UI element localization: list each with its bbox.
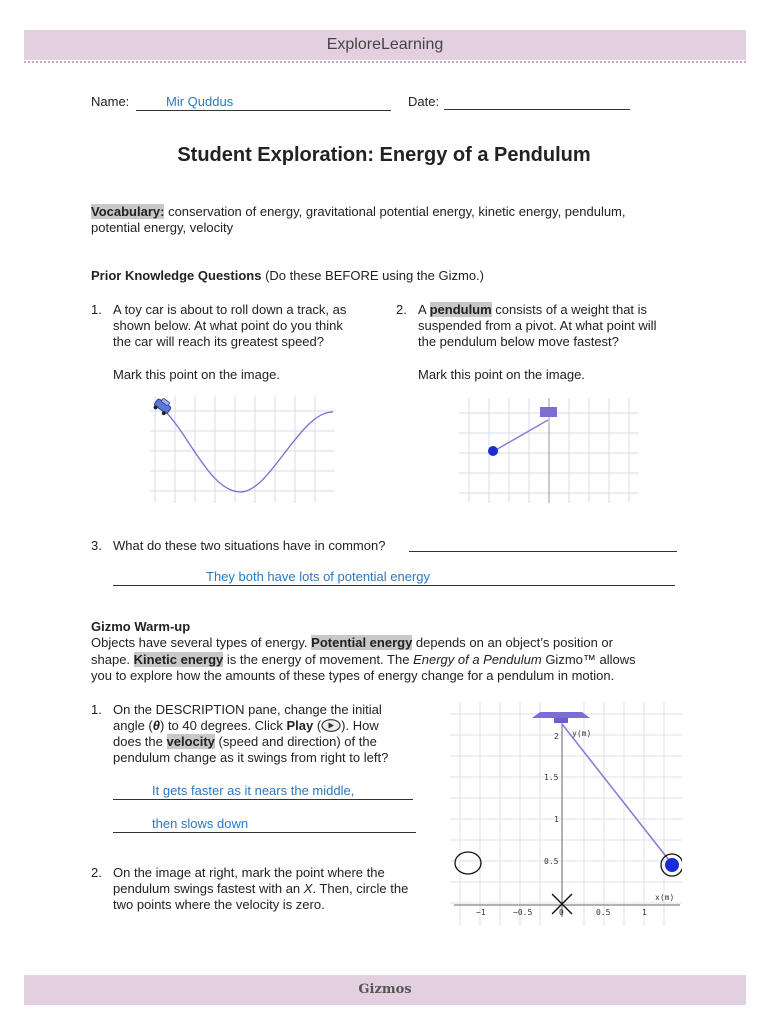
wq1-text: angle (	[113, 718, 153, 733]
q3-number: 3.	[91, 538, 102, 553]
term-velocity: velocity	[166, 734, 215, 749]
date-label: Date:	[408, 94, 440, 109]
y-axis-label: y(m)	[572, 729, 592, 738]
warmup-text: Objects have several types of energy.	[91, 635, 312, 650]
wq2-text: . Then, circle the	[312, 881, 409, 896]
x-tick-neg0.5: −0.5	[513, 908, 533, 917]
gizmos-logo: Gizmos	[358, 982, 412, 997]
page-header	[24, 30, 746, 60]
wq1-line1: On the DESCRIPTION pane, change the initial	[113, 702, 382, 717]
q3-answer[interactable]: They both have lots of potential energy	[113, 569, 675, 586]
warmup-text: shape.	[91, 652, 134, 667]
warmup-text: is the energy of movement. The	[223, 652, 414, 667]
gizmo-name: Energy of a Pendulum	[413, 652, 542, 667]
q1-line1: A toy car is about to roll down a track, as	[113, 302, 347, 317]
q2-line2: suspended from a pivot. At what point will	[418, 318, 657, 333]
prior-heading-note: (Do these BEFORE using the Gizmo.)	[261, 268, 484, 283]
x-tick-neg1: −1	[476, 908, 486, 917]
q1-line2: shown below. At what point do you think	[113, 318, 343, 333]
q3-blank[interactable]	[409, 551, 677, 552]
q2-number: 2.	[396, 302, 407, 317]
warmup-text: depends on an object’s position or	[412, 635, 613, 650]
vocabulary-line2: potential energy, velocity	[91, 220, 234, 235]
x-tick-0: 0	[559, 908, 564, 917]
header-divider	[24, 61, 746, 63]
q1-number: 1.	[91, 302, 102, 317]
wq1-line3	[113, 734, 377, 750]
q3-question: What do these two situations have in common?	[113, 538, 386, 553]
vocabulary-label: Vocabulary:	[91, 204, 165, 219]
y-tick-1.5: 1.5	[544, 773, 559, 782]
pendulum-bob	[488, 446, 498, 456]
theta-symbol: θ	[152, 718, 160, 733]
track-figure[interactable]	[150, 396, 335, 503]
wq1-text: (	[313, 718, 322, 733]
warmup-para-line2	[91, 652, 636, 668]
pendulum-bob	[665, 858, 679, 872]
warmup-para-line1	[91, 635, 613, 651]
pendulum-figure-small[interactable]	[459, 398, 639, 503]
vocabulary-line1	[91, 204, 626, 220]
warmup-heading: Gizmo Warm-up	[91, 619, 191, 634]
wq1-text: ). How	[341, 718, 379, 733]
prior-heading	[91, 268, 484, 284]
pivot-icon	[532, 712, 590, 718]
wq1-text: (speed and direction) of the	[214, 734, 377, 749]
wq2-text: pendulum swings fastest with an	[113, 881, 304, 896]
vocabulary-text1: conservation of energy, gravitational potential energy, kinetic energy, pendulum,	[164, 204, 626, 219]
warmup-text: Gizmo™ allows	[541, 652, 636, 667]
prior-heading-title: Prior Knowledge Questions	[91, 268, 262, 283]
y-tick-1: 1	[554, 815, 559, 824]
pendulum-graph[interactable]	[450, 702, 682, 926]
q2-line3: the pendulum below move fastest?	[418, 334, 619, 349]
y-tick-0.5: 0.5	[544, 857, 559, 866]
x-axis-label: x(m)	[655, 893, 675, 902]
wq1-number: 1.	[91, 702, 102, 717]
wq1-answer2[interactable]: then slows down	[113, 816, 416, 833]
wq1-answer1[interactable]: It gets faster as it nears the middle,	[113, 783, 413, 800]
x-tick-0.5: 0.5	[596, 908, 611, 917]
q2-mark: Mark this point on the image.	[418, 367, 585, 382]
x-mark-label: X	[303, 881, 313, 896]
page-footer	[24, 975, 746, 1005]
y-tick-2: 2	[554, 732, 559, 741]
wq1-text: ) to 40 degrees. Click	[160, 718, 287, 733]
play-icon[interactable]	[321, 719, 341, 732]
q1-line3: the car will reach its greatest speed?	[113, 334, 324, 349]
q2-pre: A	[418, 302, 430, 317]
wq1-line2	[113, 718, 379, 734]
play-label: Play	[286, 718, 314, 733]
wq2-line3: two points where the velocity is zero.	[113, 897, 325, 912]
wq1-line4: pendulum change as it swings from right to left?	[113, 750, 389, 765]
q2-line1-rest: consists of a weight that is	[491, 302, 648, 317]
name-field[interactable]: Mir Quddus	[136, 94, 391, 111]
q2-line1	[418, 302, 647, 318]
name-label: Name:	[91, 94, 130, 109]
wq2-line2	[113, 881, 408, 897]
page-title: Student Exploration: Energy of a Pendulum	[177, 144, 591, 166]
term-potential-energy: Potential energy	[311, 635, 413, 650]
date-field[interactable]	[444, 94, 630, 110]
pivot-icon	[540, 407, 557, 417]
wq2-line1: On the image at right, mark the point where the	[113, 865, 385, 880]
q1-mark: Mark this point on the image.	[113, 367, 280, 382]
brand-logo: ExploreLearning	[326, 36, 444, 53]
warmup-para-line3: you to explore how the amounts of these types of energy change for a pendulum in motion.	[91, 668, 615, 683]
term-kinetic-energy: Kinetic energy	[133, 652, 224, 667]
wq2-number: 2.	[91, 865, 102, 880]
x-tick-1: 1	[642, 908, 647, 917]
wq1-text: does the	[113, 734, 167, 749]
q2-term: pendulum	[429, 302, 492, 317]
